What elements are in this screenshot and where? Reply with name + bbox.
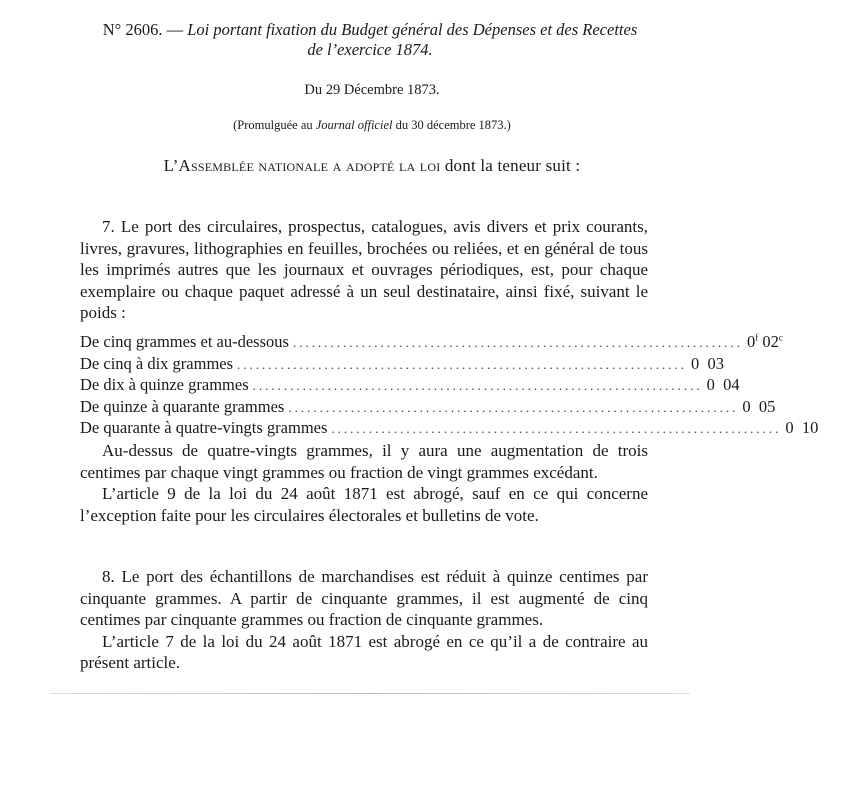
dot-leader: ........................................................................	[331, 421, 782, 436]
rate-centimes: 02	[762, 332, 779, 351]
dot-leader: ........................................................................	[292, 335, 743, 350]
rate-label: De dix à quinze grammes	[80, 375, 249, 394]
article-8	[80, 566, 648, 674]
centimes-unit: c	[778, 332, 783, 343]
rate-value	[747, 332, 805, 353]
rate-value	[785, 418, 843, 439]
rate-centimes: 03	[707, 353, 725, 373]
rate-label: De cinq à dix grammes	[80, 353, 234, 373]
rate-francs: 0	[742, 396, 751, 416]
promulgation-note	[0, 118, 744, 133]
rate-row	[80, 353, 725, 376]
rate-row	[80, 375, 740, 397]
rate-centimes: 05	[758, 396, 776, 416]
rate-value	[707, 375, 765, 396]
rate-row	[80, 396, 776, 419]
article-7	[80, 216, 648, 324]
rate-row	[80, 332, 783, 354]
enacting-clause-smallcaps: L’Assemblée nationale a adopté la loi	[163, 156, 441, 175]
article-7-continuation	[80, 440, 648, 526]
rate-value	[742, 397, 800, 418]
rate-table	[80, 332, 819, 440]
law-title-line1: Loi portant fixation du Budget général des Dépenses et des Recettes	[187, 20, 638, 39]
law-title-line2: de l’exercice 1874.	[307, 40, 433, 59]
rate-francs: 0	[746, 332, 756, 351]
francs-unit: f	[755, 332, 759, 343]
promulgation-prefix: (Promulguée au	[233, 118, 316, 132]
surcharge-paragraph: Au-dessus de quatre-vingts grammes, il y aura une augmentation de trois centimes par chaque vingt grammes ou fraction de vingt grammes excédant.	[80, 441, 648, 482]
rate-centimes: 04	[723, 375, 740, 394]
enacting-clause-rest: dont la teneur suit :	[440, 156, 581, 175]
page-cut-edge	[50, 693, 690, 694]
rate-label: De quinze à quarante grammes	[80, 396, 285, 416]
rate-row	[80, 418, 819, 440]
article-8-abrogation: L’article 7 de la loi du 24 août 1871 est abrogé en ce qu’il a de contraire au présent article.	[80, 631, 648, 672]
dot-leader: ........................................................................	[237, 356, 688, 372]
article-7-abrogation: L’article 9 de la loi du 24 août 1871 est abrogé, sauf en ce qui concerne l’exception faite pour les circulaires électorales et bulletins de vote.	[80, 484, 648, 525]
rate-value	[691, 354, 749, 375]
rate-francs: 0	[691, 353, 700, 373]
rate-label: De quarante à quatre-vingts grammes	[80, 418, 328, 437]
article-7-paragraph: 7. Le port des circulaires, prospectus, catalogues, avis divers et prix courants, livres, gravures, lithographies en feuilles, brochées ou reliées, et en général de tous les imprimés autres que les journaux et ouvrages périodiques, est, pour chaque exemplaire ou chaque paquet adressé à un seul destinataire, ainsi fixé, suivant le poids :	[80, 217, 648, 322]
dot-leader: ........................................................................	[252, 378, 703, 393]
law-number: N° 2606. —	[102, 20, 184, 39]
journal-name: Journal officiel	[315, 118, 393, 132]
rate-label: De cinq grammes et au-dessous	[80, 332, 289, 351]
rate-francs: 0	[706, 375, 715, 394]
article-8-paragraph: 8. Le port des échantillons de marchandises est réduit à quinze centimes par cinquante grammes. A partir de cinquante grammes, il est augmenté de cinq centimes par cinquante grammes ou fraction de cinquante grammes.	[80, 567, 648, 629]
enacting-clause	[0, 156, 744, 176]
dot-leader: ........................................................................	[288, 399, 739, 415]
rate-francs: 0	[785, 418, 794, 437]
promulgation-suffix: du 30 décembre 1873.)	[392, 118, 511, 132]
law-heading	[60, 20, 680, 60]
rate-centimes: 10	[801, 418, 819, 437]
law-date: Du 29 Décembre 1873.	[304, 82, 440, 98]
